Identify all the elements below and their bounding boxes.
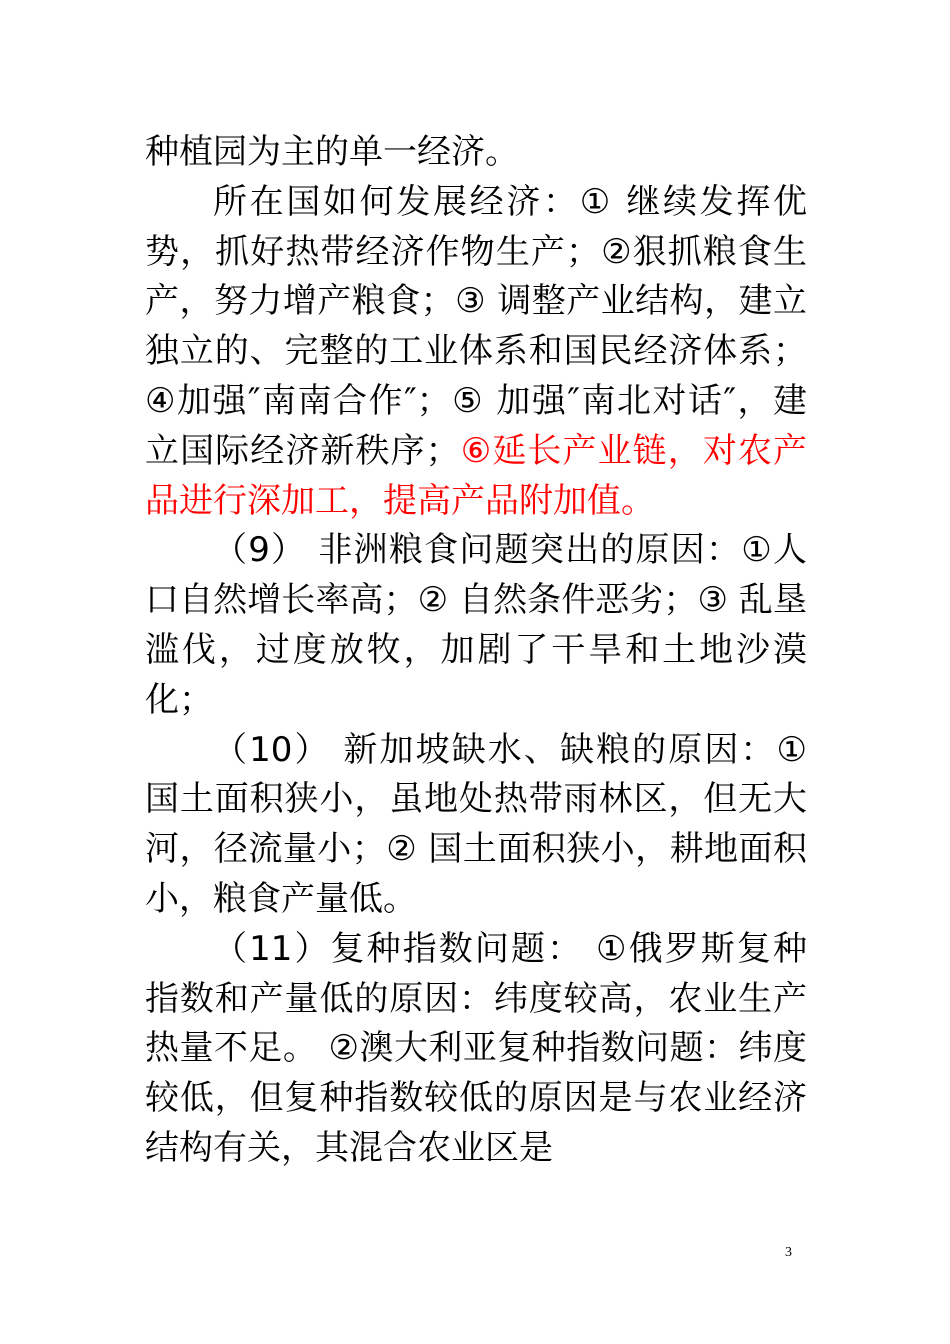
paragraph-multiple-cropping bbox=[145, 925, 807, 1174]
paragraph-economic-development bbox=[145, 178, 807, 527]
paragraph-text: 所在国如何发展经济：① 继续发挥优势，抓好热带经济作物生产；②狠抓粮食生产，努力增产粮食；③ 调整产业结构，建立独立的、完整的工业体系和国民经济体系；④加强″南南合作″；⑤ 加强″南北对话″，建立国际经济新秩序； bbox=[145, 181, 807, 471]
paragraph-text: （9） 非洲粮食问题突出的原因：①人口自然增长率高；② 自然条件恶劣；③ 乱垦滥伐，过度放牧，加剧了干旱和土地沙漠化； bbox=[145, 530, 807, 720]
page-number: 3 bbox=[785, 1245, 792, 1260]
paragraph-text: （10） 新加坡缺水、缺粮的原因：①国土面积狭小，虽地处热带雨林区，但无大河，径流量小；② 国土面积狭小，耕地面积小，粮食产量低。 bbox=[145, 729, 807, 919]
paragraph-africa-food bbox=[145, 526, 807, 725]
paragraph-text: （11）复种指数问题： ①俄罗斯复种指数和产量低的原因：纬度较高，农业生产热量不足。 ②澳大利亚复种指数问题：纬度较低，但复种指数较低的原因是与农业经济结构有关，其混合农业区是 bbox=[145, 928, 807, 1168]
highlighted-text: ⑥延长产业链，对农产品进行深加工，提高产品附加值。 bbox=[145, 430, 808, 521]
document-body bbox=[145, 128, 807, 1174]
paragraph-economy-type bbox=[145, 128, 807, 178]
paragraph-singapore bbox=[145, 726, 807, 925]
paragraph-text: 种植园为主的单一经济。 bbox=[145, 132, 519, 172]
